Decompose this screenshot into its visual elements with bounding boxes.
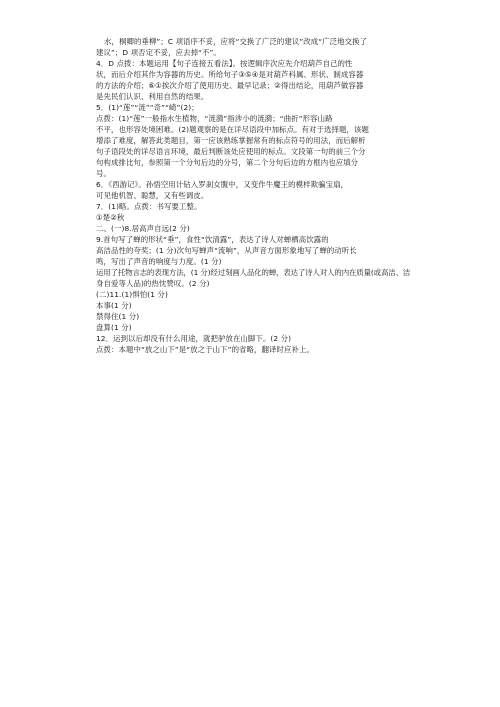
text-line: 点拨：(1)“莲”一般指水生植物，“涟漪”指涉小的涟漪；“曲折”形容山路	[96, 114, 333, 123]
text-line: 7．(1)略。点拨：书写要工整。	[96, 202, 202, 211]
text-line: 盘算(1 分)	[96, 323, 132, 332]
text-line: 4．D 点拨：本题运用【句子连接五看法】。按逻辑序次应先介绍葫芦自己的性	[96, 59, 353, 68]
text-line: 高洁品性的夸奖；(1 分)次句写蝉声“流响”，从声音方面形象地写了蝉的动听长	[96, 246, 357, 255]
text-line: 二、(一)8.居高声自远(2 分)	[96, 224, 190, 233]
text-line: 水，桐卿的垂柳”；C 项语序不妥，应将“交换了广泛的建议”改成“广泛地交换了	[104, 37, 368, 46]
text-line: 鸣，写出了声音的响度与力度。(1 分)	[96, 257, 222, 266]
text-line: 9.首句写了蝉的形状“垂”，食性“饮清露”，表达了诗人对蝉栖高饮露的	[96, 235, 329, 244]
text-line: 建议”；D 项否定不妥，应去掉“不”。	[96, 48, 221, 57]
text-line: 可见他机智、聪慧，又有些调皮。	[96, 191, 209, 200]
text-line: (二)11.(1)惧怕(1 分)	[96, 290, 168, 299]
text-line: 状，而后介绍其作为容器的历史。所给句子③⑤④是对葫芦科属、形状、制成容器	[96, 70, 364, 79]
text-line: 的方法的介绍；⑥①挨次介绍了使用历史、最早记录；②得出结论，用葫芦做容器	[96, 81, 364, 90]
text-line: 身自爱等人品)的热忱赞叹。(2 分)	[96, 279, 210, 288]
text-line: 号。	[96, 169, 111, 178]
text-line: 句子语段处的详尽语言环境，最后判断该处应使用的标点。文段第一句的前三个分	[96, 147, 366, 156]
text-line: 12．运到以后却没有什么用途，就把驴放在山脚下。(2 分)	[96, 334, 292, 343]
text-line: 5．(1)“莲”“涟”“奇”“崎”(2)；	[96, 103, 199, 112]
text-line: 运用了托物言志的表现方法，(1 分)经过刻画人品化的蝉，表达了诗人对人的内在质量(或高洁、洁	[96, 268, 411, 277]
text-line: 不平，也形容处境困难。(2)题观察的是在详尽语段中加标点。有对于选择题，该题	[96, 125, 369, 134]
text-line: 是先民们认识、利用自然的结果。	[96, 92, 209, 101]
text-line: 点拨：本题中“放之山下”是“放之于山下”的省略，翻译时应补上。	[96, 345, 314, 354]
text-line: 增添了难度，解答此类题目，第一应该熟练掌握常有的标点符号的用法，而后解析	[96, 136, 366, 145]
text-line: 句构成排比句，参照第一个分句后边的分号，第二个分句后边的方框内也应填分	[96, 158, 359, 167]
text-line: 本事(1 分)	[96, 301, 132, 310]
text-line: 6．《西游记》。孙悟空用计钻入罗刹女腹中，又变作牛魔王的模样欺骗宝扇，	[96, 180, 349, 189]
text-line: ①楚②秋	[96, 213, 125, 222]
text-line: 禁得住(1 分)	[96, 312, 140, 321]
